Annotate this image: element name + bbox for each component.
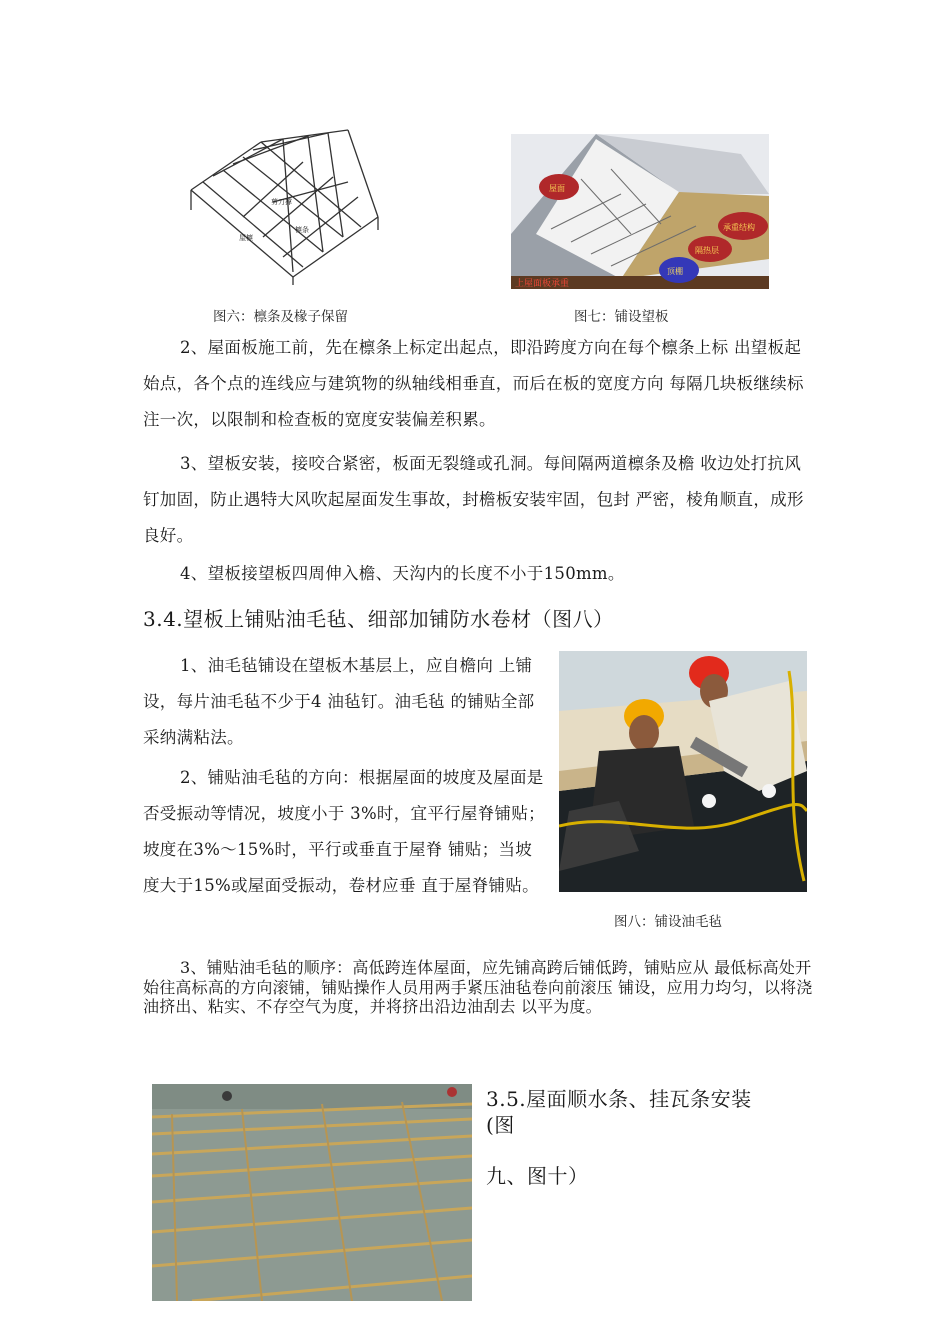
fig7-label-roof: 屋面	[549, 184, 565, 193]
figure-7-caption: 图七：铺设望板	[574, 309, 669, 325]
fig6-label-1: 剪刀撑	[271, 198, 292, 206]
fig7-bottom-label: 上屋面板承重	[515, 279, 570, 289]
section-3-5-heading-line1: 3.5.屋面顺水条、挂瓦条安装	[486, 1087, 752, 1111]
figure-9-battens-photo	[152, 1084, 472, 1301]
paragraph-4: 4、望板接望板四周伸入檐、天沟内的长度不小于150mm。	[180, 564, 625, 583]
figure-8-caption: 图八：铺设油毛毡	[614, 914, 722, 930]
fig6-label-3: 屋檩	[239, 234, 253, 242]
fig7-label-structure: 承重结构	[723, 223, 755, 232]
section-3-5-heading-line2: (图	[486, 1113, 515, 1137]
fig7-label-ceiling: 顶棚	[667, 267, 683, 276]
paragraph-3: 3、望板安装，接咬合紧密，板面无裂缝或孔洞。每间隔两道檩条及檐 收边处打抗风钉加固，防止遇特大风吹起屋面发生事故，封檐板安装牢固，包封 严密，棱角顺直，成形良好。	[143, 454, 804, 545]
section-3-5-heading-line3: 九、图十）	[486, 1164, 589, 1188]
fig6-label-2: 檩条	[295, 226, 309, 234]
section-3-4-paragraph-3: 3、铺贴油毛毡的顺序：高低跨连体屋面，应先铺高跨后铺低跨，铺贴应从 最低标高处开始往高标高的方向滚铺，铺贴操作人员用两手紧压油毡卷向前滚压 铺设，应用力均匀，以将浇油挤出、粘实、不存空气为度，并将挤出沿边油刮去 以平为度。	[143, 958, 813, 1016]
figure-6-caption: 图六：檩条及椽子保留	[213, 309, 348, 325]
section-3-4-heading: 3.4.望板上铺贴油毛毡、细部加铺防水卷材（图八）	[143, 607, 614, 631]
fig7-label-insulation: 隔热层	[695, 246, 719, 255]
paragraph-2: 2、屋面板施工前，先在檩条上标定出起点，即沿跨度方向在每个檩条上标 出望板起始点，各个点的连线应与建筑物的纵轴线相垂直，而后在板的宽度方向 每隔几块板继续标注一次，以限制和检查板的宽度安装偏差积累。	[143, 338, 804, 429]
section-3-4-paragraph-2: 2、铺贴油毛毡的方向：根据屋面的坡度及屋面是否受振动等情况，坡度小于 3%时，宜平行屋脊铺贴；坡度在3%〜15%时，平行或垂直于屋脊 铺贴；当坡度大于15%或屋面受振动，卷材应垂 直于屋脊铺贴。	[143, 768, 545, 895]
figure-8-workers-photo	[559, 651, 807, 892]
section-3-4-paragraph-1: 1、油毛毡铺设在望板木基层上，应自檐向 上铺设，每片油毛毡不少于4 油毡钉。油毛毡 的铺贴全部采纳满粘法。	[143, 656, 535, 747]
figure-6-truss-drawing	[183, 122, 383, 287]
figure-7-roof-cutaway	[511, 134, 769, 289]
